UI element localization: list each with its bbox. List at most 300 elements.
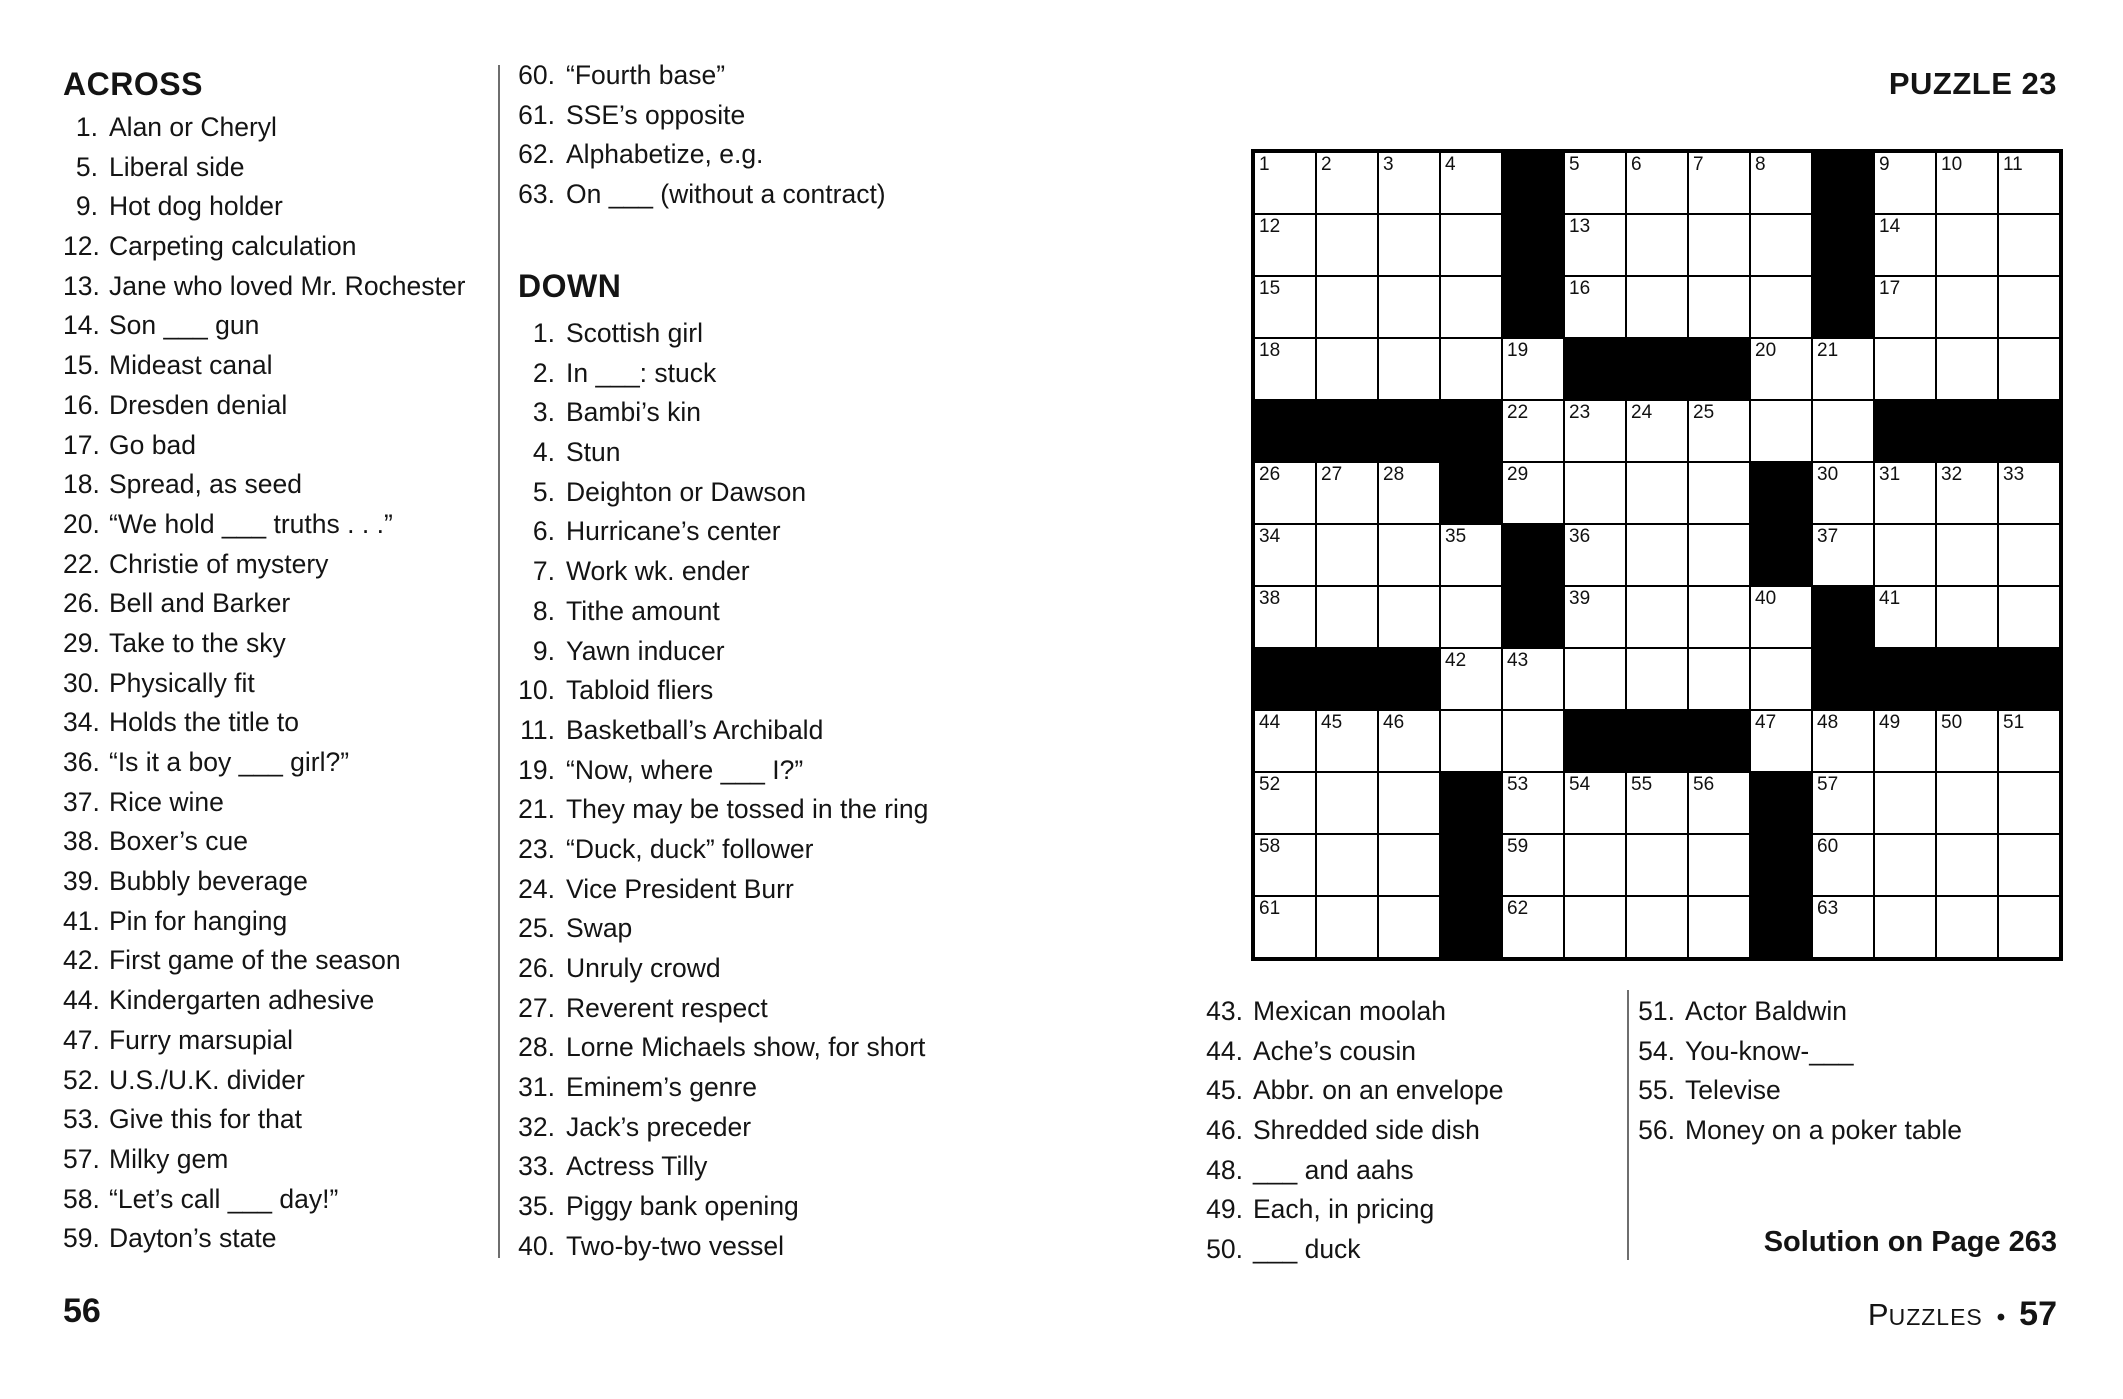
clue-text: Jack’s preceder (566, 1111, 752, 1142)
clue-number: 42. (63, 945, 100, 976)
grid-cell[interactable] (1626, 896, 1688, 958)
cell-number: 8 (1755, 154, 1766, 175)
grid-cell[interactable] (1936, 276, 1998, 338)
grid-cell[interactable] (1998, 462, 2060, 524)
clue-item (63, 584, 493, 624)
grid-cell[interactable] (1750, 338, 1812, 400)
clue-item (63, 1100, 493, 1140)
clue-number: 6. (532, 516, 555, 547)
cell-number: 28 (1383, 464, 1405, 485)
grid-cell[interactable] (1440, 214, 1502, 276)
grid-cell[interactable] (1316, 772, 1378, 834)
grid-cell[interactable] (1688, 400, 1750, 462)
across-clue-list-col1 (63, 108, 493, 1259)
clue-text: Reverent respect (566, 992, 768, 1023)
grid-cell[interactable] (1316, 152, 1378, 214)
clue-text: Alphabetize, e.g. (566, 139, 764, 170)
clue-item (63, 1140, 493, 1180)
cell-number: 18 (1259, 340, 1281, 361)
clue-item (518, 751, 988, 791)
grid-cell[interactable] (1998, 524, 2060, 586)
clue-item (63, 148, 493, 188)
grid-cell[interactable] (1936, 586, 1998, 648)
grid-cell[interactable] (1564, 896, 1626, 958)
cell-number: 47 (1755, 712, 1777, 733)
grid-cell[interactable] (1874, 276, 1936, 338)
clue-item (63, 981, 493, 1021)
grid-cell[interactable] (1874, 524, 1936, 586)
grid-cell[interactable] (1502, 400, 1564, 462)
clue-text: SSE’s opposite (566, 99, 746, 130)
clue-text: They may be tossed in the ring (566, 794, 929, 825)
grid-cell[interactable] (1812, 772, 1874, 834)
grid-cell[interactable] (1316, 710, 1378, 772)
clue-text: Bell and Barker (109, 588, 291, 619)
cell-number: 38 (1259, 588, 1281, 609)
clue-item (518, 989, 988, 1029)
grid-cell[interactable] (1626, 152, 1688, 214)
grid-cell[interactable] (1998, 896, 2060, 958)
clue-number: 28. (518, 1032, 555, 1063)
grid-cell[interactable] (1874, 834, 1936, 896)
grid-cell[interactable] (1502, 648, 1564, 710)
grid-cell[interactable] (1440, 586, 1502, 648)
grid-cell[interactable] (1440, 710, 1502, 772)
footer-bullet-icon: • (1996, 1304, 2006, 1331)
clue-number: 29. (63, 627, 100, 658)
clue-item (1195, 1032, 1615, 1072)
grid-cell[interactable] (1564, 524, 1626, 586)
clue-number: 7. (532, 556, 555, 587)
grid-cell[interactable] (1440, 648, 1502, 710)
grid-cell-black (1440, 834, 1502, 896)
grid-cell[interactable] (1316, 214, 1378, 276)
cell-number: 13 (1569, 216, 1591, 237)
grid-cell[interactable] (1316, 462, 1378, 524)
clue-number: 53. (63, 1104, 100, 1135)
grid-cell[interactable] (1812, 338, 1874, 400)
clue-item (518, 909, 988, 949)
grid-cell[interactable] (1688, 586, 1750, 648)
grid-cell[interactable] (1564, 462, 1626, 524)
clue-text: Give this for that (109, 1104, 302, 1135)
grid-cell[interactable] (1936, 834, 1998, 896)
cell-number: 63 (1817, 898, 1839, 919)
clue-text: On ___ (without a contract) (566, 179, 886, 210)
grid-cell[interactable] (1378, 214, 1440, 276)
clue-number: 18. (63, 469, 100, 500)
grid-cell[interactable] (1502, 338, 1564, 400)
clue-number: 20. (63, 508, 100, 539)
cell-number: 43 (1507, 650, 1529, 671)
clue-text: Hurricane’s center (566, 516, 781, 547)
grid-cell-black (1750, 834, 1812, 896)
clue-number: 46. (1206, 1115, 1243, 1146)
cell-number: 39 (1569, 588, 1591, 609)
grid-cell[interactable] (1874, 338, 1936, 400)
clue-item (518, 671, 988, 711)
grid-cell[interactable] (1874, 152, 1936, 214)
cell-number: 61 (1259, 898, 1281, 919)
grid-cell[interactable] (1688, 152, 1750, 214)
clue-item (1195, 1151, 1615, 1191)
grid-cell[interactable] (1626, 462, 1688, 524)
grid-cell[interactable] (1688, 772, 1750, 834)
clue-item (518, 1108, 988, 1148)
grid-cell-black (1440, 462, 1502, 524)
grid-cell[interactable] (1378, 772, 1440, 834)
cell-number: 32 (1941, 464, 1963, 485)
clue-item (518, 949, 988, 989)
cell-number: 52 (1259, 774, 1281, 795)
grid-cell[interactable] (1254, 834, 1316, 896)
grid-cell[interactable] (1936, 462, 1998, 524)
grid-cell[interactable] (1750, 400, 1812, 462)
grid-cell[interactable] (1936, 214, 1998, 276)
cell-number: 35 (1445, 526, 1467, 547)
grid-cell[interactable] (1440, 276, 1502, 338)
grid-cell[interactable] (1936, 152, 1998, 214)
cell-number: 62 (1507, 898, 1529, 919)
grid-cell[interactable] (1998, 772, 2060, 834)
grid-cell[interactable] (1502, 896, 1564, 958)
grid-cell[interactable] (1998, 710, 2060, 772)
clue-number: 34. (63, 707, 100, 738)
grid-cell[interactable] (1254, 276, 1316, 338)
grid-cell[interactable] (1440, 152, 1502, 214)
clue-text: Shredded side dish (1253, 1115, 1480, 1146)
clue-item (518, 592, 988, 632)
clue-item (518, 96, 988, 136)
grid-cell[interactable] (1998, 152, 2060, 214)
grid-cell[interactable] (1688, 462, 1750, 524)
grid-cell[interactable] (1626, 400, 1688, 462)
clue-text: Bubbly beverage (109, 866, 308, 897)
grid-cell[interactable] (1750, 648, 1812, 710)
grid-cell[interactable] (1378, 834, 1440, 896)
grid-cell[interactable] (1874, 772, 1936, 834)
clue-column-divider (498, 65, 500, 1258)
clue-text: Tabloid fliers (566, 675, 714, 706)
grid-cell[interactable] (1502, 834, 1564, 896)
clue-item (63, 822, 493, 862)
grid-cell[interactable] (1750, 586, 1812, 648)
grid-cell[interactable] (1688, 524, 1750, 586)
clue-number: 44. (1206, 1035, 1243, 1066)
grid-cell[interactable] (1316, 338, 1378, 400)
clue-number: 8. (532, 595, 555, 626)
clue-text: Alan or Cheryl (109, 112, 277, 142)
grid-cell[interactable] (1564, 772, 1626, 834)
grid-cell-black (1378, 648, 1440, 710)
grid-cell-black (1998, 400, 2060, 462)
clue-item (63, 1061, 493, 1101)
grid-cell[interactable] (1502, 772, 1564, 834)
clue-number: 48. (1206, 1154, 1243, 1185)
grid-cell[interactable] (1254, 152, 1316, 214)
down-header: DOWN (518, 268, 622, 304)
clue-text: ___ and aahs (1253, 1154, 1414, 1185)
clue-text: Son ___ gun (109, 310, 260, 341)
clue-text: “Is it a boy ___ girl?” (109, 747, 350, 777)
grid-cell[interactable] (1626, 772, 1688, 834)
cell-number: 7 (1693, 154, 1704, 175)
grid-cell[interactable] (1564, 214, 1626, 276)
grid-cell[interactable] (1998, 214, 2060, 276)
grid-cell[interactable] (1316, 896, 1378, 958)
clue-item (1628, 1111, 2058, 1151)
grid-cell[interactable] (1812, 896, 1874, 958)
cell-number: 6 (1631, 154, 1642, 175)
clue-number: 17. (63, 429, 100, 460)
clue-number: 1. (75, 112, 98, 142)
clue-item (518, 711, 988, 751)
clue-number: 15. (63, 350, 100, 381)
clue-text: Work wk. ender (566, 556, 750, 587)
grid-cell[interactable] (1812, 834, 1874, 896)
grid-cell[interactable] (1688, 896, 1750, 958)
clue-number: 10. (518, 675, 555, 706)
clue-number: 59. (63, 1223, 100, 1254)
grid-cell[interactable] (1254, 524, 1316, 586)
grid-cell[interactable] (1936, 896, 1998, 958)
clue-text: Basketball’s Archibald (566, 714, 824, 745)
grid-cell[interactable] (1378, 276, 1440, 338)
cell-number: 10 (1941, 154, 1963, 175)
grid-cell[interactable] (1254, 214, 1316, 276)
grid-cell[interactable] (1254, 462, 1316, 524)
clue-number: 25. (518, 913, 555, 944)
grid-cell[interactable] (1316, 586, 1378, 648)
clue-item (63, 1180, 493, 1220)
grid-cell[interactable] (1626, 214, 1688, 276)
clue-number: 54. (1638, 1035, 1675, 1066)
clue-text: Holds the title to (109, 707, 300, 738)
cell-number: 30 (1817, 464, 1839, 485)
grid-cell[interactable] (1936, 524, 1998, 586)
grid-cell[interactable] (1750, 276, 1812, 338)
cell-number: 49 (1879, 712, 1901, 733)
grid-cell[interactable] (1874, 214, 1936, 276)
puzzle-title: PUZZLE 23 (1888, 66, 2057, 101)
clue-number: 63. (518, 179, 555, 210)
clue-number: 36. (63, 747, 100, 777)
grid-cell-black (1502, 214, 1564, 276)
clue-text: You-know-___ (1685, 1035, 1854, 1066)
grid-cell[interactable] (1440, 524, 1502, 586)
clue-number: 11. (520, 714, 555, 745)
clue-item (518, 393, 988, 433)
clue-number: 40. (518, 1230, 555, 1261)
grid-cell[interactable] (1316, 524, 1378, 586)
clue-item (63, 187, 493, 227)
clue-text: Carpeting calculation (109, 231, 357, 262)
grid-cell[interactable] (1812, 524, 1874, 586)
grid-cell-black (1812, 648, 1874, 710)
clue-number: 26. (63, 588, 100, 619)
clue-number: 56. (1638, 1115, 1675, 1146)
clue-text: Rice wine (109, 786, 224, 817)
clue-text: Kindergarten adhesive (109, 985, 375, 1016)
grid-cell[interactable] (1874, 462, 1936, 524)
clue-number: 37. (63, 786, 100, 817)
clue-item (63, 267, 493, 307)
cell-number: 9 (1879, 154, 1890, 175)
clue-text: Yawn inducer (566, 635, 725, 666)
clue-number: 4. (532, 437, 555, 468)
clue-number: 1. (532, 318, 555, 348)
clue-item (63, 783, 493, 823)
grid-cell[interactable] (1688, 648, 1750, 710)
clue-item (1628, 1032, 2058, 1072)
clue-text: Each, in pricing (1253, 1194, 1435, 1225)
grid-cell[interactable] (1254, 586, 1316, 648)
clue-number: 13. (63, 270, 100, 301)
grid-cell[interactable] (1564, 152, 1626, 214)
grid-cell[interactable] (1688, 276, 1750, 338)
clue-text: Two-by-two vessel (566, 1230, 784, 1261)
clue-text: Boxer’s cue (109, 826, 248, 857)
grid-cell[interactable] (1378, 586, 1440, 648)
grid-cell[interactable] (1936, 710, 1998, 772)
clue-number: 61. (518, 99, 555, 130)
across-header: ACROSS (63, 66, 203, 102)
grid-cell[interactable] (1378, 462, 1440, 524)
grid-cell[interactable] (1564, 400, 1626, 462)
cell-number: 12 (1259, 216, 1281, 237)
cell-number: 11 (2003, 154, 2023, 175)
grid-cell[interactable] (1998, 834, 2060, 896)
grid-cell[interactable] (1998, 276, 2060, 338)
clue-number: 41. (63, 905, 100, 936)
clue-text: Pin for hanging (109, 905, 288, 936)
clue-item (63, 346, 493, 386)
clue-item (518, 135, 988, 175)
clue-number: 62. (518, 139, 555, 170)
grid-cell[interactable] (1378, 524, 1440, 586)
grid-cell-black (1936, 648, 1998, 710)
grid-cell[interactable] (1564, 834, 1626, 896)
clue-text: Eminem’s genre (566, 1072, 757, 1103)
clue-number: 31. (518, 1072, 555, 1103)
grid-cell[interactable] (1254, 772, 1316, 834)
clue-number: 26. (518, 953, 555, 983)
grid-cell-black (1998, 648, 2060, 710)
clue-text: Unruly crowd (566, 953, 721, 983)
grid-cell[interactable] (1812, 462, 1874, 524)
grid-cell[interactable] (1874, 710, 1936, 772)
cell-number: 56 (1693, 774, 1715, 795)
grid-cell-black (1254, 648, 1316, 710)
clue-item (518, 314, 988, 354)
cell-number: 53 (1507, 774, 1529, 795)
grid-cell[interactable] (1378, 710, 1440, 772)
grid-cell[interactable] (1750, 214, 1812, 276)
clue-number: 32. (518, 1111, 555, 1142)
cell-number: 50 (1941, 712, 1963, 733)
grid-cell[interactable] (1626, 834, 1688, 896)
grid-cell[interactable] (1998, 586, 2060, 648)
clue-text: Milky gem (109, 1143, 229, 1174)
grid-cell[interactable] (1564, 586, 1626, 648)
clue-text: Take to the sky (109, 627, 286, 658)
clue-number: 9. (75, 191, 98, 222)
grid-cell[interactable] (1688, 834, 1750, 896)
clue-text: Dresden denial (109, 389, 288, 420)
cell-number: 46 (1383, 712, 1405, 733)
grid-cell[interactable] (1750, 710, 1812, 772)
clue-text: “Now, where ___ I?” (566, 754, 804, 785)
grid-cell[interactable] (1626, 586, 1688, 648)
grid-cell[interactable] (1316, 834, 1378, 896)
grid-cell[interactable] (1626, 648, 1688, 710)
clue-item (63, 108, 493, 148)
cell-number: 40 (1755, 588, 1777, 609)
grid-cell[interactable] (1254, 896, 1316, 958)
grid-cell[interactable] (1378, 896, 1440, 958)
clue-text: Christie of mystery (109, 548, 329, 579)
clue-text: Mideast canal (109, 350, 273, 381)
clue-text: First game of the season (109, 945, 401, 976)
grid-cell[interactable] (1316, 276, 1378, 338)
grid-cell[interactable] (1998, 338, 2060, 400)
grid-cell[interactable] (1254, 338, 1316, 400)
grid-cell[interactable] (1502, 462, 1564, 524)
clue-item (518, 790, 988, 830)
grid-cell-black (1440, 896, 1502, 958)
clue-number: 2. (532, 357, 555, 388)
clue-number: 14. (63, 310, 100, 341)
clue-item (63, 227, 493, 267)
grid-cell[interactable] (1564, 648, 1626, 710)
clue-text: Piggy bank opening (566, 1191, 799, 1222)
clue-item (1195, 1190, 1615, 1230)
cell-number: 55 (1631, 774, 1653, 795)
grid-cell[interactable] (1874, 586, 1936, 648)
clue-item (518, 175, 988, 215)
clue-number: 21. (518, 794, 555, 825)
grid-cell[interactable] (1812, 710, 1874, 772)
clue-text: Physically fit (109, 667, 255, 698)
clue-item (63, 941, 493, 981)
cell-number: 36 (1569, 526, 1591, 547)
clue-item (63, 386, 493, 426)
clue-number: 23. (518, 833, 555, 864)
grid-cell[interactable] (1936, 338, 1998, 400)
clue-number: 55. (1638, 1075, 1675, 1106)
clue-item (518, 632, 988, 672)
cell-number: 4 (1445, 154, 1456, 175)
clue-item (63, 743, 493, 783)
clue-item (518, 1227, 988, 1267)
grid-cell[interactable] (1378, 338, 1440, 400)
grid-cell[interactable] (1626, 276, 1688, 338)
grid-cell[interactable] (1564, 276, 1626, 338)
grid-cell[interactable] (1440, 338, 1502, 400)
grid-cell[interactable] (1378, 152, 1440, 214)
grid-cell[interactable] (1936, 772, 1998, 834)
grid-cell[interactable] (1688, 214, 1750, 276)
grid-cell[interactable] (1626, 524, 1688, 586)
grid-cell[interactable] (1874, 896, 1936, 958)
cell-number: 37 (1817, 526, 1839, 547)
grid-cell[interactable] (1750, 152, 1812, 214)
grid-cell[interactable] (1254, 710, 1316, 772)
grid-cell[interactable] (1812, 400, 1874, 462)
clue-text: Furry marsupial (109, 1024, 294, 1055)
grid-cell-black (1874, 400, 1936, 462)
grid-cell[interactable] (1502, 710, 1564, 772)
